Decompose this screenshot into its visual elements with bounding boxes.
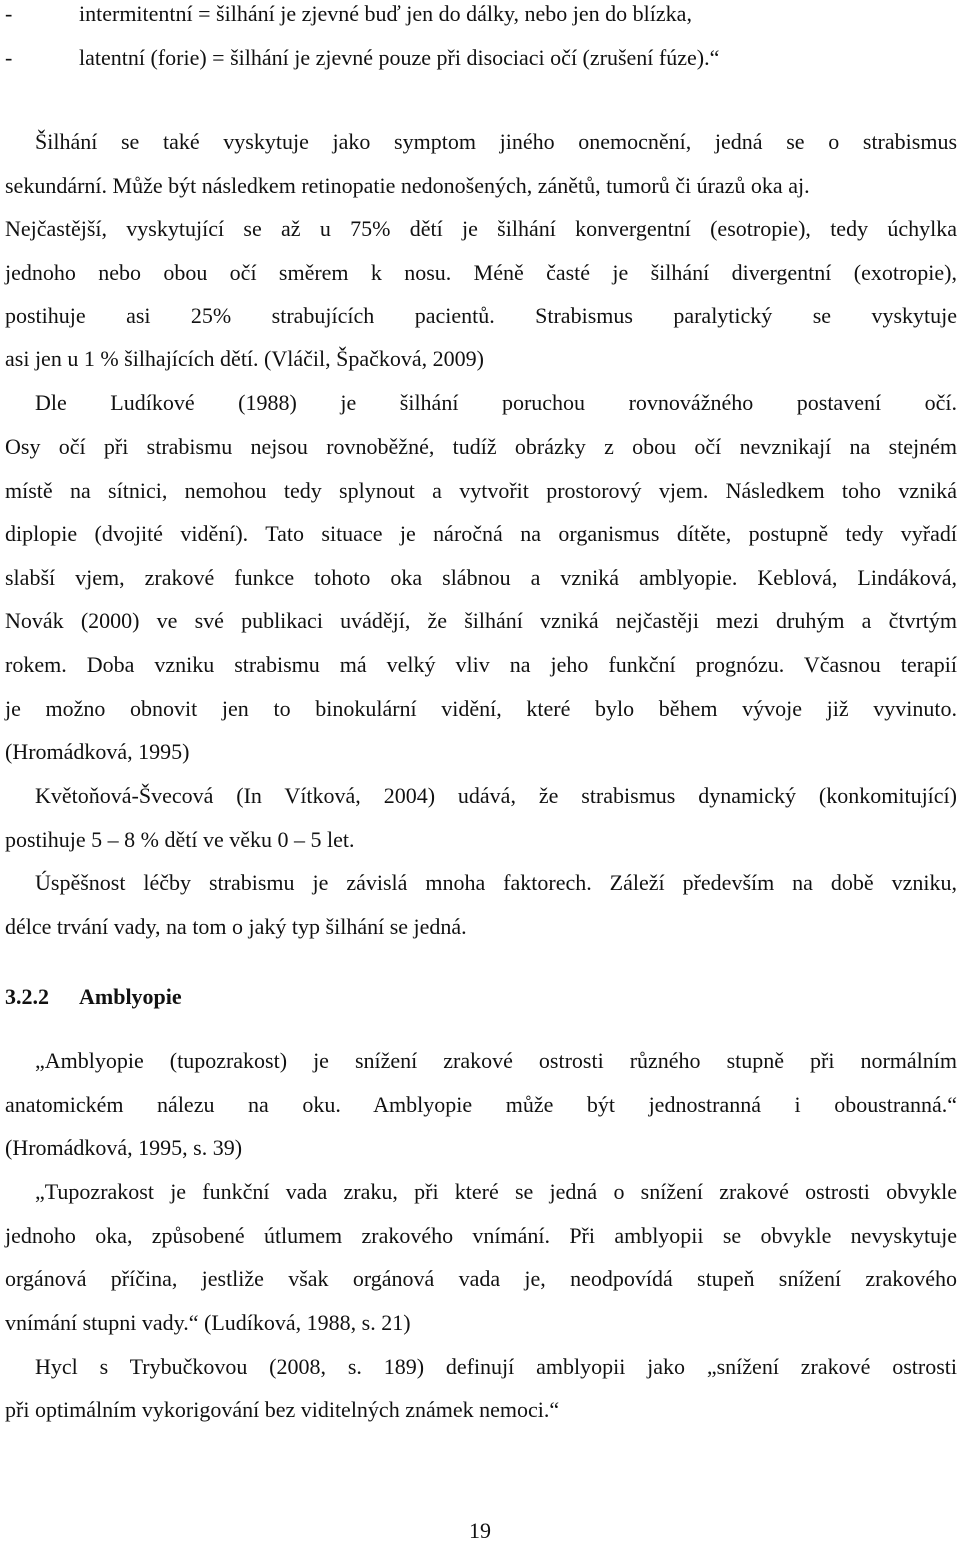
bullet-marker: - xyxy=(5,45,13,70)
paragraph-line: anatomickém nálezu na oku. Amblyopie může být jednostranná i oboustranná.“ xyxy=(5,1092,957,1117)
paragraph-line: slabší vjem, zrakové funkce tohoto oka slábnou a vzniká amblyopie. Keblová, Lindáková, xyxy=(5,565,957,590)
paragraph-line: délce trvání vady, na tom o jaký typ šilhání se jedná. xyxy=(5,914,467,939)
paragraph-line: je možno obnovit jen to binokulární vidění, které bylo během vývoje již vyvinuto. xyxy=(5,696,957,721)
paragraph-line: Novák (2000) ve své publikaci uvádějí, že šilhání vzniká nejčastěji mezi druhým a čtvrtým xyxy=(5,608,957,633)
paragraph-line: (Hromádková, 1995) xyxy=(5,739,190,764)
bullet-marker: - xyxy=(5,1,13,26)
paragraph-line: jednoho oka, způsobené útlumem zrakového vnímání. Při amblyopii se obvykle nevyskytuje xyxy=(5,1223,957,1248)
section-title: Amblyopie xyxy=(79,984,182,1009)
bullet-text: latentní (forie) = šilhání je zjevné pouze při disociaci očí (zrušení fúze).“ xyxy=(79,45,720,70)
paragraph-line: postihuje 5 – 8 % dětí ve věku 0 – 5 let. xyxy=(5,827,355,852)
paragraph-line: Hycl s Trybučkovou (2008, s. 189) definují amblyopii jako „snížení zrakové ostrosti xyxy=(35,1354,957,1379)
paragraph-line: orgánová příčina, jestliže však orgánová vada je, neodpovídá stupeň snížení zrakového xyxy=(5,1266,957,1291)
paragraph-line: „Tupozrakost je funkční vada zraku, při které se jedná o snížení zrakové ostrosti obvykle xyxy=(35,1179,957,1204)
paragraph-line: diplopie (dvojité vidění). Tato situace je náročná na organismus dítěte, postupně tedy vyřadí xyxy=(5,521,957,546)
paragraph-line: Dle Ludíkové (1988) je šilhání poruchou rovnovážného postavení očí. xyxy=(35,390,957,415)
paragraph-line: Osy očí při strabismu nejsou rovnoběžné, tudíž obrázky z obou očí nevznikají na stejném xyxy=(5,434,957,459)
paragraph-line: rokem. Doba vzniku strabismu má velký vliv na jeho funkční prognózu. Včasnou terapií xyxy=(5,652,957,677)
section-number: 3.2.2 xyxy=(5,984,49,1009)
paragraph-line: „Amblyopie (tupozrakost) je snížení zrakové ostrosti různého stupně při normálním xyxy=(35,1048,957,1073)
bullet-item xyxy=(5,1,957,27)
paragraph-line: postihuje asi 25% strabujících pacientů. Strabismus paralytický se vyskytuje xyxy=(5,303,957,328)
paragraph-line: vnímání stupni vady.“ (Ludíková, 1988, s. 21) xyxy=(5,1310,411,1335)
paragraph-line: místě na sítnici, nemohou tedy splynout a vytvořit prostorový vjem. Následkem toho vzniká xyxy=(5,478,957,503)
paragraph-line: (Hromádková, 1995, s. 39) xyxy=(5,1135,243,1160)
paragraph-line: Úspěšnost léčby strabismu je závislá mnoha faktorech. Záleží především na době vzniku, xyxy=(35,870,957,895)
bullet-item xyxy=(5,45,957,71)
bullet-text: intermitentní = šilhání je zjevné buď jen do dálky, nebo jen do blízka, xyxy=(79,1,692,26)
section-heading xyxy=(5,984,957,1010)
page-number: 19 xyxy=(469,1518,491,1543)
paragraph-line: jednoho nebo obou očí směrem k nosu. Méně časté je šilhání divergentní (exotropie), xyxy=(5,260,957,285)
paragraph-line: při optimálním vykorigování bez viditelných známek nemoci.“ xyxy=(5,1397,560,1422)
paragraph-line: asi jen u 1 % šilhajících dětí. (Vláčil, Špačková, 2009) xyxy=(5,346,484,371)
paragraph-line: Květoňová-Švecová (In Vítková, 2004) udává, že strabismus dynamický (konkomitující) xyxy=(35,783,957,808)
paragraph-line: Nejčastější, vyskytující se až u 75% dětí je šilhání konvergentní (esotropie), tedy úchylka xyxy=(5,216,957,241)
paragraph-line: sekundární. Může být následkem retinopatie nedonošených, zánětů, tumorů či úrazů oka aj. xyxy=(5,173,810,198)
paragraph-line: Šilhání se také vyskytuje jako symptom jiného onemocnění, jedná se o strabismus xyxy=(35,129,957,154)
